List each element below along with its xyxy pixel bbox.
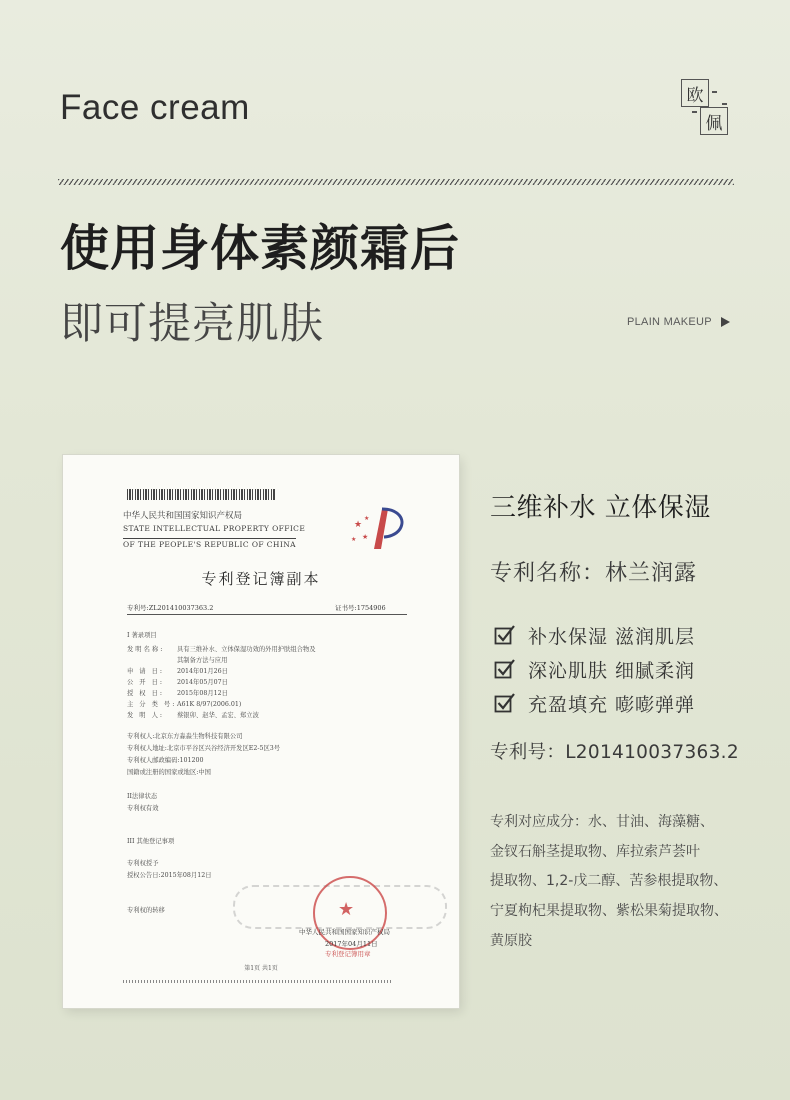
seal-star-icon: ★: [338, 899, 355, 920]
cert-holder-line: 专利权人:北京东方淼淼生物科技有限公司: [127, 733, 243, 740]
tagline: 三维补水 立体保湿: [490, 493, 711, 523]
plain-makeup-link[interactable]: [627, 316, 730, 328]
svg-text:★: ★: [364, 515, 370, 522]
cert-row: 发明名称: 具有三维补水、立体保湿功效的外用护肤组合物及: [127, 646, 316, 653]
cert-row: 发 明 人: 蔡银卯、赵华、孟宏、郑立波: [127, 712, 259, 719]
feature-item: [494, 652, 695, 686]
cert-row: 授 权 日: 2015年08月12日: [127, 690, 228, 697]
cert-office-cn: 中华人民共和国国家知识产权局: [123, 511, 243, 521]
cert-status: 专利权有效: [127, 805, 159, 812]
ingredients-line: 金钗石斛茎提取物、库拉索芦荟叶: [490, 843, 700, 860]
plain-makeup-label: PLAIN MAKEUP: [627, 316, 712, 328]
cert-row: 公 开 日: 2014年05月07日: [127, 679, 228, 686]
cert-title: 专利登记簿副本: [201, 570, 321, 588]
page-header-title: Face cream: [60, 88, 250, 127]
ingredients-line: 黄原胶: [490, 932, 532, 949]
cert-patent-no: 专利号:ZL201410037363.2: [127, 604, 214, 612]
feature-item: [494, 686, 695, 720]
play-triangle-icon: [721, 317, 730, 327]
feature-text: 补水保湿 滋润肌层: [528, 625, 696, 648]
feature-text: 充盈填充 嘭嘭弹弹: [528, 693, 696, 716]
cert-office-en-2: OF THE PEOPLE'S REPUBLIC OF CHINA: [123, 540, 296, 549]
logo-tick: [712, 91, 717, 93]
logo-tick: [722, 103, 727, 105]
cert-footer-pattern: [123, 980, 393, 983]
logo-char-2: 佩: [700, 107, 728, 135]
cert-holder-line: 国籍或注册的国家或地区:中国: [127, 769, 211, 776]
subheadline: 即可提亮肌肤: [60, 299, 324, 349]
cert-page-number: 第1页 共1页: [244, 965, 278, 972]
svg-text:★: ★: [351, 536, 357, 543]
cert-holder-line: 专利权人邮政编码:101200: [127, 757, 204, 764]
cert-row: 主 分 类 号:A61K 8/97(2006.01): [127, 701, 242, 708]
ingredients-line: 提取物、1,2-戊二醇、苦参根提取物、: [490, 873, 728, 890]
sipo-emblem-icon: [348, 503, 408, 551]
svg-text:★: ★: [362, 533, 369, 541]
ingredients-line: 宁夏枸杞果提取物、紫松果菊提取物、: [490, 903, 728, 920]
feature-text: 深沁肌肤 细腻柔润: [528, 659, 696, 682]
cert-stamp-date: 2017年04月11日: [325, 940, 378, 948]
patent-certificate: [63, 455, 459, 1008]
cert-office-en-1: STATE INTELLECTUAL PROPERTY OFFICE: [123, 524, 306, 533]
headline: 使用身体素颜霜后: [60, 220, 461, 277]
cert-cert-no: 证书号:1754906: [335, 604, 386, 612]
cert-section-3: III 其他登记事项: [127, 838, 175, 845]
cert-row: 申 请 日: 2014年01月26日: [127, 668, 228, 675]
logo-char-1: 欧: [681, 79, 709, 107]
ingredients-text: [490, 808, 770, 957]
patent-number: 专利号：L201410037363.2: [490, 742, 739, 763]
cert-section-1: I 著录项目: [127, 632, 157, 639]
ingredients-line: 专利对应成分：水、甘油、海藻糖、: [490, 814, 714, 830]
feature-list: [494, 618, 695, 720]
cert-grant-label: 专利权授予: [127, 860, 159, 867]
cert-grant-notice: 授权公告日:2015年08月12日: [127, 872, 212, 879]
cert-section-2: II法律状态: [127, 793, 158, 800]
cert-rule: [127, 614, 407, 615]
logo-tick: [692, 111, 697, 113]
cert-row: 其制备方法与应用: [177, 657, 228, 664]
feature-item: [494, 618, 695, 652]
checkbox-checked-icon: [494, 692, 516, 714]
hatched-divider: [58, 179, 734, 185]
checkbox-checked-icon: [494, 624, 516, 646]
svg-text:★: ★: [354, 520, 363, 530]
cert-stamp-office: 中华人民共和国国家知识产权局: [299, 928, 390, 936]
barcode: [127, 489, 275, 500]
checkbox-checked-icon: [494, 658, 516, 680]
seal-name: 专利登记簿用章: [325, 950, 371, 958]
brand-logo: [680, 75, 740, 139]
patent-name: 专利名称：林兰润露: [490, 561, 698, 586]
cert-holder-line: 专利权人地址:北京市平谷区兴谷经济开发区E2-5区3号: [127, 745, 281, 752]
cert-transfer-label: 专利权的转移: [127, 907, 165, 914]
